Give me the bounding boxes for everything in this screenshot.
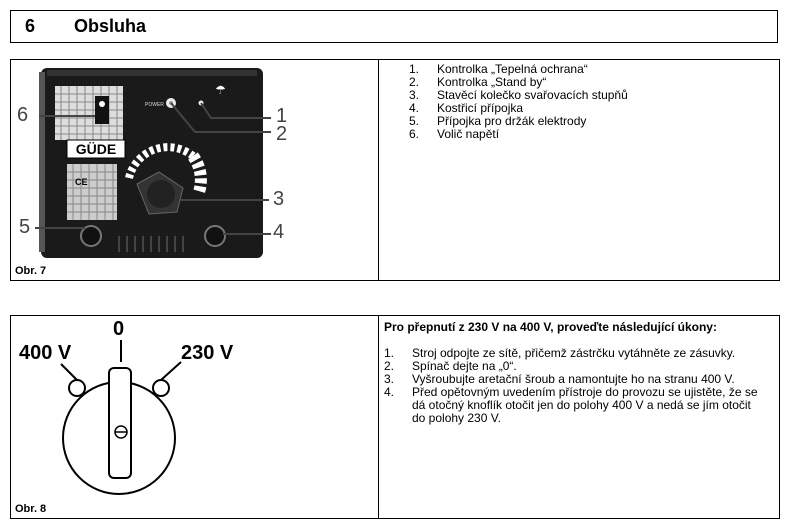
- section-header: [10, 10, 778, 43]
- list-item: 6. Volič napětí: [409, 127, 500, 141]
- section-title: Obsluha: [74, 16, 147, 36]
- voltage-selector-sticker: [55, 86, 123, 140]
- figure-table-1: [10, 59, 780, 281]
- list-item: 4. Před opětovným uvedením přístroje do provozu se ujistěte, že se dá otočný knoflík otočit jen do polohy 400 V a nedá se jím otočit do polohy 230 V.: [384, 385, 758, 425]
- column-divider: [378, 316, 379, 518]
- figure-table-2: [10, 315, 780, 519]
- power-label: POWER: [145, 102, 164, 108]
- instructions-heading: Pro přepnutí z 230 V na 400 V, proveďte následující úkony:: [384, 320, 717, 334]
- position-400v-label: 400 V: [19, 342, 72, 364]
- position-zero-label: 0: [113, 318, 125, 340]
- list-item: 2. Spínač dejte na „0“.: [384, 359, 517, 373]
- callout-2: 2: [276, 123, 288, 145]
- list-item: 4. Kostřicí přípojka: [409, 101, 524, 115]
- list-item: 1. Stroj odpojte ze sítě, přičemž zástrčku vytáhněte ze zásuvky.: [384, 346, 736, 360]
- list-item: 1. Kontrolka „Tepelná ochrana“: [409, 62, 588, 76]
- figure-caption: Obr. 7: [15, 265, 47, 277]
- switch-pointer: [109, 368, 131, 478]
- welder-front-panel-figure: [11, 60, 378, 282]
- ground-socket: [205, 226, 225, 246]
- callout-1: 1: [276, 105, 288, 127]
- legend-list: [409, 63, 628, 141]
- list-item: 3. Stavěcí kolečko svařovacích stupňů: [409, 88, 628, 102]
- list-item: 3. Vyšroubujte aretační šroub a namontujte ho na stranu 400 V.: [384, 372, 735, 386]
- list-item: 5. Přípojka pro držák elektrody: [409, 114, 587, 128]
- callout-3: 3: [273, 188, 285, 210]
- callout-4: 4: [273, 221, 285, 243]
- ce-mark: CE: [75, 177, 88, 187]
- callout-6: 6: [17, 104, 29, 126]
- brand-logo: GÜDE: [75, 141, 117, 157]
- umbrella-icon: ☂: [215, 83, 226, 97]
- instructions-list: [384, 347, 764, 425]
- list-item: 2. Kontrolka „Stand by“: [409, 75, 547, 89]
- position-230v-label: 230 V: [181, 342, 234, 364]
- section-number: 6: [25, 16, 36, 36]
- callout-5: 5: [19, 216, 31, 238]
- column-divider: [378, 60, 379, 280]
- figure-caption: Obr. 8: [15, 503, 47, 515]
